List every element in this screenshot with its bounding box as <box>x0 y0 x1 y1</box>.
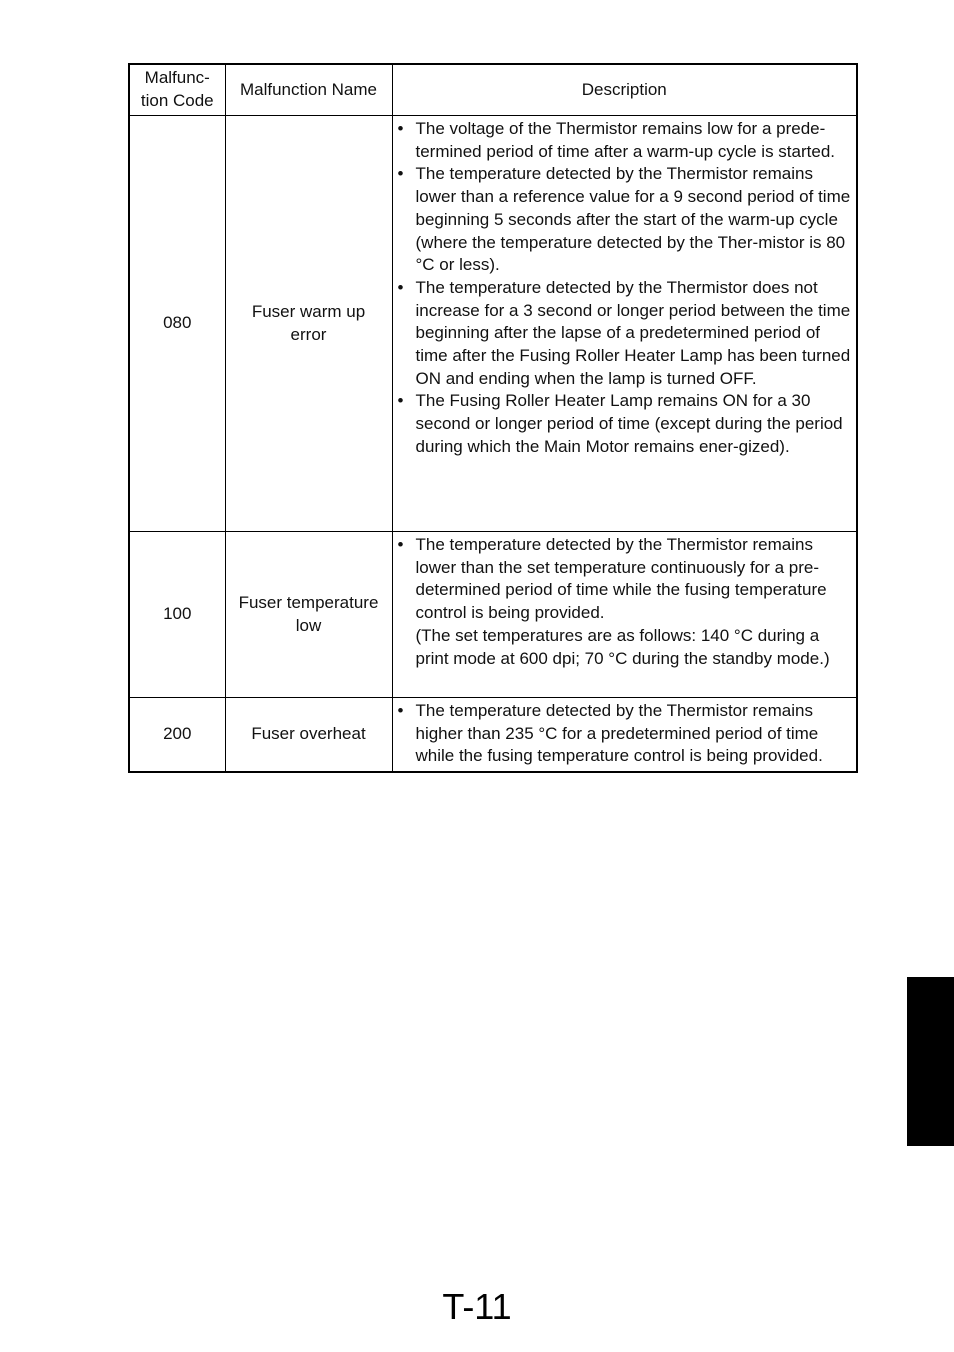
header-description: Description <box>392 64 857 116</box>
malfunction-table <box>128 63 858 773</box>
malfunction-description <box>392 698 857 773</box>
malfunction-code: 100 <box>129 532 225 698</box>
header-malfunction-name: Malfunction Name <box>225 64 392 116</box>
description-list <box>397 118 854 459</box>
page-number: T-11 <box>442 1286 512 1327</box>
description-item: • The temperature detected by the Thermistor remains higher than 235 °C for a predetermined period of time while the fusing temperature control is being provided. <box>397 701 823 766</box>
description-item: • The temperature detected by the Thermistor does not increase for a 3 second or longer period between the time beginning after the lapse of a predetermined period of time after the Fusing Roller Heater Lamp has been turned ON and ending when the lamp is turned OFF. <box>397 277 851 388</box>
bullet-icon: • <box>397 277 404 297</box>
bullet-icon: • <box>397 164 404 184</box>
section-tab-marker <box>907 977 954 1146</box>
description-list <box>397 534 854 670</box>
description-item: • The voltage of the Thermistor remains low for a prede-termined period of time after a warm-up cycle is started. <box>397 119 835 161</box>
description-item: • The Fusing Roller Heater Lamp remains ON for a 30 second or longer period of time (except during the period during which the Main Motor remains ener-gized). <box>397 391 843 456</box>
table-row <box>129 116 857 532</box>
malfunction-name: Fuser temperature low <box>225 532 392 698</box>
malfunction-description <box>392 532 857 698</box>
malfunction-code: 200 <box>129 698 225 773</box>
bullet-icon: • <box>397 391 404 411</box>
table-header-row <box>129 64 857 116</box>
malfunction-name: Fuser warm up error <box>225 116 392 532</box>
malfunction-description <box>392 116 857 532</box>
table-row <box>129 698 857 773</box>
bullet-icon: • <box>397 119 404 138</box>
table-row <box>129 532 857 698</box>
description-item: • The temperature detected by the Thermistor remains lower than a reference value for a 9 second period of time beginning 5 seconds after the start of the warm-up cycle (where the temperature detected by the Ther-mistor is 80 °C or less). <box>397 164 851 275</box>
bullet-icon: • <box>397 701 404 720</box>
description-note: (The set temperatures are as follows: 140 °C during a print mode at 600 dpi; 70 °C during the standby mode.) <box>415 625 830 668</box>
description-list <box>397 700 854 768</box>
description-item: • The temperature detected by the Thermistor remains lower than the set temperature continuously for a pre-determined period of time while the fusing temperature control is being provided. (The set temperatures are as follows: 140 °C during a print mode at 600 dpi; 70 °C during the standby mode.) <box>397 534 854 670</box>
header-malfunction-code: Malfunc-tion Code <box>129 64 225 116</box>
bullet-icon: • <box>397 535 404 554</box>
malfunction-code: 080 <box>129 116 225 532</box>
malfunction-name: Fuser overheat <box>225 698 392 773</box>
